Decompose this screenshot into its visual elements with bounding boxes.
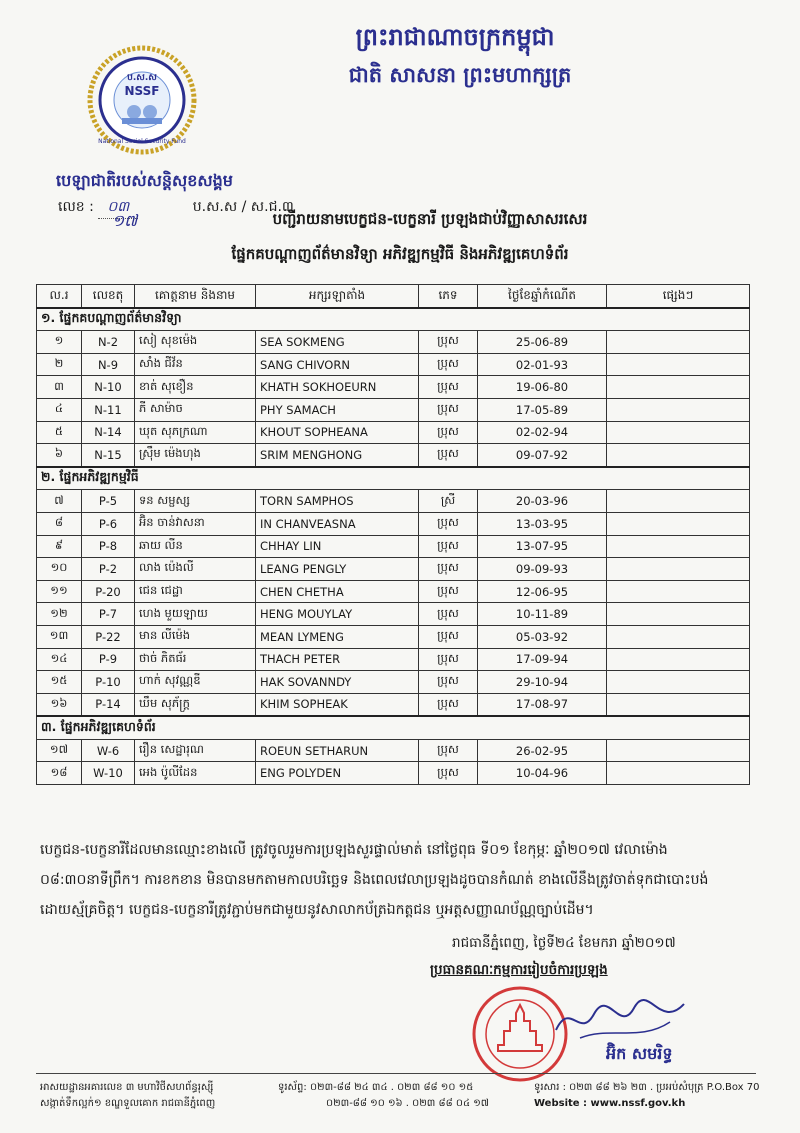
khmer-name-cell: ស្រ៊ឹម ម៉េងហុង [135, 444, 256, 467]
row-number-cell: ១២ [37, 603, 82, 626]
table-row [37, 739, 750, 762]
signer-name: អ៊ិក សមរិទ្ធ [606, 1044, 673, 1063]
sex-cell: ប្រុស [419, 762, 478, 785]
phone-line-2: ០២៣-៨៨ ១០ ១៦ . ០២៣ ៨៨ ០៤ ១៧ [326, 1098, 489, 1109]
ref-handwritten: ១៧ [112, 211, 138, 230]
sex-cell: ប្រុស [419, 353, 478, 376]
table-header-row [37, 285, 750, 308]
footer-divider [36, 1073, 756, 1074]
row-number-cell: ១៣ [37, 625, 82, 648]
row-number-cell: ១១ [37, 580, 82, 603]
desk-number-cell: P-5 [82, 490, 135, 513]
notes-cell [607, 376, 750, 399]
sex-cell: ប្រុស [419, 648, 478, 671]
sex-cell: ស្រី [419, 490, 478, 513]
notice-line-3: ដោយស្ម័គ្រចិត្ត។ បេក្ខជន-បេក្ខនារីត្រូវភ្ជាប់មកជាមួយនូវសាលាកប័ត្រឯកត្តជន ឬអត្តសញ្ញាណប័ណ្ណច្បាប់ដើម។ [40, 902, 594, 918]
notes-cell [607, 444, 750, 467]
ref-number: ០៣ [98, 197, 138, 219]
desk-number-cell: P-14 [82, 693, 135, 716]
table-row [37, 671, 750, 694]
table-row [37, 558, 750, 581]
date-of-birth-cell: 19-06-80 [478, 376, 607, 399]
desk-number-cell: P-2 [82, 558, 135, 581]
notes-cell [607, 671, 750, 694]
col-header-sex: ភេទ [419, 285, 478, 308]
footer-address [40, 1080, 270, 1112]
col-header-desk: លេខតុ [82, 285, 135, 308]
table-row [37, 490, 750, 513]
khmer-name-cell: ថាច់ ភិតធ័រ [135, 648, 256, 671]
phone-line-1: ០២៣-៨៨ ២៤ ៣៤ . ០២៣ ៨៨ ១០ ១៥ [309, 1082, 474, 1093]
latin-name-cell: IN CHANVEASNA [256, 512, 419, 535]
date-of-birth-cell: 26-02-95 [478, 739, 607, 762]
table-row [37, 421, 750, 444]
table-row [37, 693, 750, 716]
row-number-cell: ៩ [37, 535, 82, 558]
table-row [37, 603, 750, 626]
khmer-name-cell: ឆាយ លីន [135, 535, 256, 558]
table-row [37, 512, 750, 535]
logo-text: NSSF [124, 84, 160, 98]
date-of-birth-cell: 09-07-92 [478, 444, 607, 467]
date-of-birth-cell: 10-11-89 [478, 603, 607, 626]
section-header-row [37, 308, 750, 331]
khmer-name-cell: អេង ប៉ូលីដែន [135, 762, 256, 785]
date-of-birth-cell: 29-10-94 [478, 671, 607, 694]
notes-cell [607, 512, 750, 535]
sex-cell: ប្រុស [419, 512, 478, 535]
date-of-birth-cell: 12-06-95 [478, 580, 607, 603]
committee-title: ប្រធានគណៈកម្មការរៀបចំការប្រឡង [430, 962, 608, 978]
website-link[interactable]: Website : www.nssf.gov.kh [534, 1098, 686, 1109]
desk-number-cell: P-6 [82, 512, 135, 535]
row-number-cell: ៣ [37, 376, 82, 399]
table-row [37, 762, 750, 785]
row-number-cell: ៥ [37, 421, 82, 444]
table-row [37, 398, 750, 421]
sex-cell: ប្រុស [419, 376, 478, 399]
notes-cell [607, 693, 750, 716]
sex-cell: ប្រុស [419, 444, 478, 467]
desk-number-cell: P-7 [82, 603, 135, 626]
latin-name-cell: CHEN CHETHA [256, 580, 419, 603]
table-row [37, 580, 750, 603]
desk-number-cell: N-14 [82, 421, 135, 444]
section-title: ៣. ផ្នែកអភិវឌ្ឍគេហទំព័រ [37, 716, 750, 739]
khmer-name-cell: ហេង មួយឡាយ [135, 603, 256, 626]
latin-name-cell: ENG POLYDEN [256, 762, 419, 785]
sex-cell: ប្រុស [419, 603, 478, 626]
table-row [37, 353, 750, 376]
ref-suffix: / ស.ជ.៣ [241, 199, 294, 215]
document-title: បញ្ជីរាយនាមបេក្ខជន-បេក្ខនារី ប្រឡងជាប់វិញ្ញាសាសរសេរ [272, 210, 588, 228]
row-number-cell: ១៤ [37, 648, 82, 671]
notes-cell [607, 625, 750, 648]
phone-label: ទូរស័ព្ទ: [278, 1082, 307, 1093]
khmer-name-cell: ជេន ជេដ្ឋា [135, 580, 256, 603]
desk-number-cell: P-10 [82, 671, 135, 694]
notes-cell [607, 603, 750, 626]
notes-cell [607, 648, 750, 671]
latin-name-cell: SRIM MENGHONG [256, 444, 419, 467]
col-header-khmer-name: គោត្តនាម និងនាម [135, 285, 256, 308]
notes-cell [607, 490, 750, 513]
date-of-birth-cell: 02-02-94 [478, 421, 607, 444]
col-header-no: ល.រ [37, 285, 82, 308]
org-name: បេឡាជាតិរបស់សន្តិសុខសង្គម [56, 171, 233, 190]
latin-name-cell: HENG MOUYLAY [256, 603, 419, 626]
date-of-birth-cell: 17-09-94 [478, 648, 607, 671]
date-of-birth-cell: 10-04-96 [478, 762, 607, 785]
date-of-birth-cell: 02-01-93 [478, 353, 607, 376]
row-number-cell: ៧ [37, 490, 82, 513]
notes-cell [607, 535, 750, 558]
desk-number-cell: P-22 [82, 625, 135, 648]
khmer-name-cell: រឿន សេដ្ឋារុណ [135, 739, 256, 762]
sex-cell: ប្រុស [419, 580, 478, 603]
latin-name-cell: ROEUN SETHARUN [256, 739, 419, 762]
notes-cell [607, 353, 750, 376]
desk-number-cell: N-10 [82, 376, 135, 399]
latin-name-cell: SANG CHIVORN [256, 353, 419, 376]
row-number-cell: ២ [37, 353, 82, 376]
date-of-birth-cell: 25-06-89 [478, 331, 607, 354]
notes-cell [607, 580, 750, 603]
col-header-dob: ថ្ងៃខែឆ្នាំកំណើត [478, 285, 607, 308]
table-row [37, 331, 750, 354]
table-row [37, 444, 750, 467]
notes-cell [607, 739, 750, 762]
latin-name-cell: THACH PETER [256, 648, 419, 671]
khmer-name-cell: ទន សម្ផស្ស [135, 490, 256, 513]
row-number-cell: ១៨ [37, 762, 82, 785]
issue-date: រាជធានីភ្នំពេញ, ថ្ងៃទី២៤ ខែមករា ឆ្នាំ២០១៧ [452, 935, 676, 951]
sex-cell: ប្រុស [419, 671, 478, 694]
col-header-latin-name: អក្សរឡាតាំង [256, 285, 419, 308]
khmer-name-cell: ឃឹម សុភ័ក្រ្ត [135, 693, 256, 716]
sex-cell: ប្រុស [419, 739, 478, 762]
section-title: ១. ផ្នែកគបណ្តាញព័ត៌មានវិទ្យា [37, 308, 750, 331]
date-of-birth-cell: 05-03-92 [478, 625, 607, 648]
kingdom-title: ព្រះរាជាណាចក្រកម្ពុជា [355, 22, 555, 51]
address-line-1: អាសយដ្ឋានអគារលេខ ៣ មហាវិថីសហព័ន្ធរុស្ស៊ី [40, 1082, 214, 1093]
notice-line-1: បេក្ខជន-បេក្ខនារីដែលមានឈ្មោះខាងលើ ត្រូវចូលរួមការប្រឡងសួរផ្ទាល់មាត់ នៅថ្ងៃពុធ ទី០១ ខែកុម្ភៈ ឆ្នាំ២០១៧ វេលាម៉ោង [40, 842, 668, 858]
national-motto: ជាតិ សាសនា ព្រះមហាក្សត្រ [348, 62, 572, 87]
footer-contact [534, 1080, 764, 1112]
row-number-cell: ៤ [37, 398, 82, 421]
desk-number-cell: N-15 [82, 444, 135, 467]
section-header-row [37, 716, 750, 739]
footer-phones [278, 1080, 548, 1112]
latin-name-cell: TORN SAMPHOS [256, 490, 419, 513]
handwritten-signature [550, 990, 690, 1050]
notes-cell [607, 331, 750, 354]
khmer-name-cell: អ៊ិន ចាន់វាសនា [135, 512, 256, 535]
latin-name-cell: KHOUT SOPHEANA [256, 421, 419, 444]
latin-name-cell: CHHAY LIN [256, 535, 419, 558]
table-row [37, 648, 750, 671]
khmer-name-cell: ឃុត សុភក្រណា [135, 421, 256, 444]
table-row [37, 535, 750, 558]
table-row [37, 625, 750, 648]
date-of-birth-cell: 20-03-96 [478, 490, 607, 513]
desk-number-cell: P-8 [82, 535, 135, 558]
row-number-cell: ៨ [37, 512, 82, 535]
ref-org: ប.ស.ស [192, 199, 238, 215]
sex-cell: ប្រុស [419, 421, 478, 444]
fax-line: ទូរសារ : ០២៣ ៨៨ ២៦ ២៣ . ប្រអប់សំបុត្រ P.O.Box 70 [534, 1082, 760, 1093]
khmer-name-cell: មាន លីម៉េង [135, 625, 256, 648]
section-header-row [37, 467, 750, 490]
notes-cell [607, 558, 750, 581]
date-of-birth-cell: 17-05-89 [478, 398, 607, 421]
row-number-cell: ១០ [37, 558, 82, 581]
latin-name-cell: KHIM SOPHEAK [256, 693, 419, 716]
latin-name-cell: KHATH SOKHOEURN [256, 376, 419, 399]
table-row [37, 376, 750, 399]
khmer-name-cell: សាំង ជីវ័ន [135, 353, 256, 376]
khmer-name-cell: លាង ប៉េងលី [135, 558, 256, 581]
row-number-cell: ៦ [37, 444, 82, 467]
notes-cell [607, 398, 750, 421]
row-number-cell: ១៦ [37, 693, 82, 716]
section-title: ២. ផ្នែកអភិវឌ្ឍកម្មវិធី [37, 467, 750, 490]
logo-ring-text: National Social Security Fund [98, 138, 186, 145]
candidate-table [36, 284, 750, 785]
col-header-notes: ផ្សេងៗ [607, 285, 750, 308]
sex-cell: ប្រុស [419, 693, 478, 716]
desk-number-cell: P-20 [82, 580, 135, 603]
logo-abbrev: ប.ស.ស [127, 73, 157, 83]
date-of-birth-cell: 09-09-93 [478, 558, 607, 581]
row-number-cell: ១ [37, 331, 82, 354]
sex-cell: ប្រុស [419, 535, 478, 558]
date-of-birth-cell: 17-08-97 [478, 693, 607, 716]
khmer-name-cell: សៀ សុខម៉េង [135, 331, 256, 354]
table-body [37, 308, 750, 785]
notes-cell [607, 421, 750, 444]
desk-number-cell: N-2 [82, 331, 135, 354]
latin-name-cell: HAK SOVANNDY [256, 671, 419, 694]
desk-number-cell: P-9 [82, 648, 135, 671]
document-subtitle: ផ្នែកគបណ្តាញព័ត៌មានវិទ្យា អភិវឌ្ឍកម្មវិធី និងអភិវឌ្ឍគេហទំព័រ [231, 245, 569, 263]
notes-cell [607, 762, 750, 785]
ref-label: លេខ : [58, 199, 94, 215]
sex-cell: ប្រុស [419, 625, 478, 648]
latin-name-cell: LEANG PENGLY [256, 558, 419, 581]
latin-name-cell: SEA SOKMENG [256, 331, 419, 354]
desk-number-cell: N-11 [82, 398, 135, 421]
sex-cell: ប្រុស [419, 331, 478, 354]
sex-cell: ប្រុស [419, 558, 478, 581]
notice-line-2: ០៨:៣០នាទីព្រឹក។ ការខកខាន មិនបានមកតាមកាលបរិច្ឆេទ និងពេលវេលាប្រឡងដូចបានកំណត់ ខាងលើនឹងត្រូវចាត់ទុកជាបោះបង់ [40, 872, 709, 888]
latin-name-cell: PHY SAMACH [256, 398, 419, 421]
desk-number-cell: W-6 [82, 739, 135, 762]
latin-name-cell: MEAN LYMENG [256, 625, 419, 648]
desk-number-cell: W-10 [82, 762, 135, 785]
khmer-name-cell: ភី សាម៉ាច [135, 398, 256, 421]
khmer-name-cell: ខាត់ សុខឿន [135, 376, 256, 399]
date-of-birth-cell: 13-07-95 [478, 535, 607, 558]
khmer-name-cell: ហាក់ សុវណ្ណឌី [135, 671, 256, 694]
sex-cell: ប្រុស [419, 398, 478, 421]
row-number-cell: ១៥ [37, 671, 82, 694]
address-line-2: សង្កាត់ទឹកល្អក់១ ខណ្ឌទួលគោក រាជធានីភ្នំពេញ [40, 1098, 216, 1109]
row-number-cell: ១៧ [37, 739, 82, 762]
desk-number-cell: N-9 [82, 353, 135, 376]
date-of-birth-cell: 13-03-95 [478, 512, 607, 535]
